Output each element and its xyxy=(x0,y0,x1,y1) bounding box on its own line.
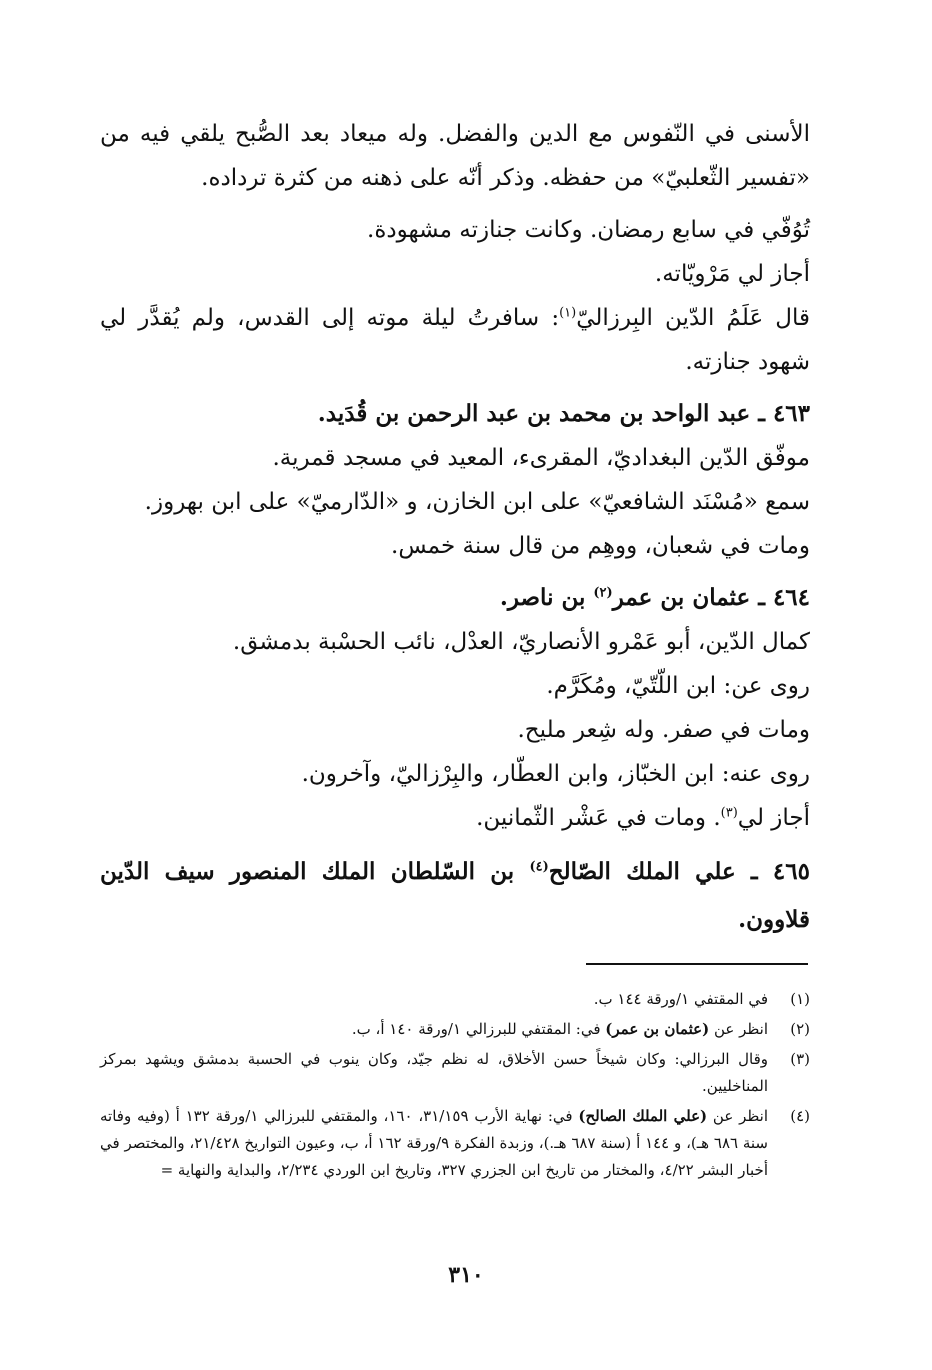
main-text xyxy=(100,112,810,944)
footnote-text-end: في: نهاية الأرب ٣١/١٥٩، ١٦٠، والمقتفي للبرزالي ١/ورقة ١٣٢ أ (وفيه وفاته سنة ٦٨٦ هـ)، و ١٤٤ أ (سنة ٦٨٧ هـ.)، وزبدة الفكرة ٩/ورقة ١٦٢ أ، ب، وعيون التواريخ ٢١/٤٢٨، والمختصر في أخبار البشر ٤/٢٢، والمختار من تاريخ ابن الجزري ٣٢٧، وتاريخ ابن الوردي ٢/٢٣٤، والبداية والنهاية = xyxy=(100,1107,769,1179)
footnote-subject: (عثمان بن عمر) xyxy=(605,1020,710,1038)
footnote-text: وقال البرزالي: وكان شيخاً حسن الأخلاق، له نظم جيّد، وكان ينوب في الحسبة بدمشق ويشهد بمركز المناخليين. xyxy=(100,1050,768,1095)
paragraph-1: الأسنى في النّفوس مع الدين والفضل. وله ميعاد بعد الصُّبح يلقي فيه من «تفسير الثّعلبيّ» من حفظه. وذكر أنّه على ذهنه من كثرة ترداده. xyxy=(100,121,810,191)
paragraph-4-start: قال عَلَمُ الدّين البِرزاليّ xyxy=(576,305,810,331)
entry-464-heading-start: ٤٦٤ ـ عثمان بن عمر xyxy=(612,584,810,611)
footnote-text-start: انظر عن xyxy=(709,1020,768,1038)
footnote-separator xyxy=(586,963,808,965)
footnote-text xyxy=(100,1016,768,1043)
footnotes xyxy=(100,986,810,1187)
entry-464-line-5 xyxy=(100,796,810,840)
entry-464-line-1: كمال الدّين، أبو عَمْرو الأنصاريّ، العدْل، نائب الحسْبة بدمشق. xyxy=(232,629,810,655)
entry-464-line-3: ومات في صفر. وله شِعر مليح. xyxy=(517,717,810,743)
footnote-ref-4: (٤) xyxy=(529,859,549,875)
entry-464-heading xyxy=(100,576,810,620)
footnote-text-end: في: المقتفي للبرزالي ١/ورقة ١٤٠ أ، ب. xyxy=(351,1020,606,1038)
entry-464-line-5-end: . ومات في عَشْر الثّمانين. xyxy=(476,805,721,831)
footnote-number: (١) xyxy=(790,990,810,1008)
footnote-text: في المقتفي ١/ورقة ١٤٤ ب. xyxy=(593,990,768,1008)
paragraph-2: تُوُفّي في سابع رمضان. وكانت جنازته مشهودة. xyxy=(367,217,810,243)
footnote-subject: (علي الملك الصالح) xyxy=(578,1107,708,1125)
entry-463-line-1: موفّق الدّين البغداديّ، المقرىء، المعيد في مسجد قمرية. xyxy=(272,445,810,471)
entry-465-heading-end: بن السّلطان الملك المنصور سيف الدّين قلاوون. xyxy=(100,858,810,933)
footnote-number: (٢) xyxy=(790,1020,810,1038)
paragraph-3: أجاز لي مَرْويّاته. xyxy=(654,261,810,287)
entry-463-heading: ٤٦٣ ـ عبد الواحد بن محمد بن عبد الرحمن بن قُدَيد. xyxy=(317,400,810,427)
page-number: ٣١٠ xyxy=(448,1262,484,1288)
entry-465-heading-start: ٤٦٥ ـ علي الملك الصّالح xyxy=(548,858,810,885)
entry-464-line-5-start: أجاز لي xyxy=(737,805,810,831)
footnote-2 xyxy=(100,1016,810,1043)
entry-464-line-4: روى عنه: ابن الخبّاز، وابن العطّار، والبِرْزاليّ، وآخرون. xyxy=(301,761,810,787)
footnote-ref-3: (٣) xyxy=(720,805,738,821)
entry-465-heading xyxy=(100,848,810,944)
entry-464-heading-end: بن ناصر. xyxy=(499,584,594,611)
footnote-text-start: انظر عن xyxy=(707,1107,769,1125)
footnote-number: (٤) xyxy=(790,1107,810,1125)
footnote-ref-2: (٢) xyxy=(593,585,613,601)
footnote-4 xyxy=(100,1103,810,1184)
paragraph-4-end: : سافرتُ ليلة موته إلى القدس، ولم يُقدَّر لي شهود جنازته. xyxy=(100,305,810,375)
footnote-number: (٣) xyxy=(790,1050,810,1068)
entry-463-line-3: ومات في شعبان، ووهِم من قال سنة خمس. xyxy=(391,533,810,559)
footnote-ref-1: (١) xyxy=(559,305,577,321)
paragraph-4 xyxy=(100,296,810,384)
footnote-text xyxy=(100,1103,768,1184)
footnote-1 xyxy=(100,986,810,1013)
entry-463-line-2: سمع «مُسْنَد الشافعيّ» على ابن الخازن، و «الدّارميّ» على ابن بهروز. xyxy=(144,489,810,515)
entry-464-line-2: روى عن: ابن اللّتّيّ، ومُكَرَّم. xyxy=(546,673,810,699)
footnote-3 xyxy=(100,1046,810,1100)
